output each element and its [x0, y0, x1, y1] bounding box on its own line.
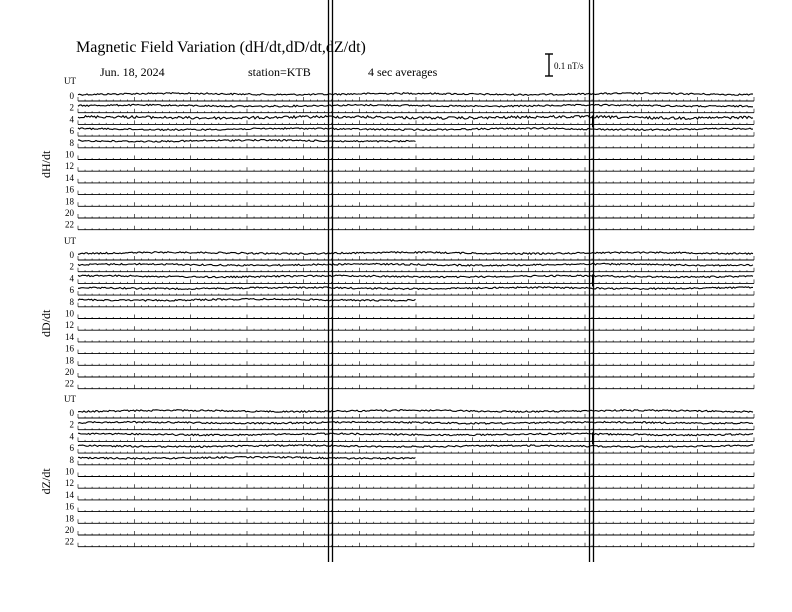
row-label: 10	[65, 466, 74, 477]
trace-row-2	[78, 421, 753, 424]
row-label: 6	[69, 285, 74, 296]
spike-lines	[329, 0, 594, 562]
trace-row-8	[78, 456, 416, 459]
scale-bar-label: 0.1 nT/s	[554, 61, 584, 71]
row-label: 0	[69, 408, 74, 418]
row-label: 14	[65, 331, 74, 342]
panel-1	[39, 236, 754, 389]
row-label: 16	[65, 343, 74, 354]
panel-axis-label: dH/dt	[39, 150, 53, 179]
row-label: 4	[69, 431, 74, 442]
trace-row-0	[78, 410, 753, 413]
trace-row-0	[78, 93, 753, 96]
row-label: 20	[65, 367, 74, 377]
trace-row-4	[78, 116, 753, 120]
row-label: 18	[65, 196, 74, 207]
row-label: 18	[65, 513, 74, 524]
scale-bar	[545, 54, 553, 76]
panel-2	[39, 394, 754, 547]
row-label: 0	[69, 91, 74, 101]
trace-row-4	[78, 433, 753, 436]
row-label: 8	[69, 137, 74, 148]
trace-row-6	[78, 128, 753, 131]
row-label: 10	[65, 149, 74, 160]
row-label: 22	[65, 219, 74, 230]
date-label: Jun. 18, 2024	[100, 65, 165, 79]
averaging-label: 4 sec averages	[368, 65, 438, 79]
panel-0	[39, 76, 754, 230]
row-label: 16	[65, 184, 74, 195]
trace-row-6	[78, 445, 753, 448]
row-label: 20	[65, 525, 74, 535]
row-label: 12	[65, 478, 74, 489]
row-label: 16	[65, 501, 74, 512]
station-label: station=KTB	[248, 65, 311, 79]
panel-axis-label: dD/dt	[39, 309, 53, 338]
trace-row-2	[78, 104, 753, 107]
row-label: 22	[65, 378, 74, 389]
row-label: 4	[69, 273, 74, 284]
row-label: 6	[69, 126, 74, 137]
row-label: 0	[69, 250, 74, 260]
trace-row-0	[78, 252, 753, 255]
row-label: 8	[69, 296, 74, 307]
row-label: 4	[69, 114, 74, 125]
trace-row-8	[78, 139, 416, 142]
ut-label: UT	[64, 236, 76, 246]
row-label: 18	[65, 355, 74, 366]
trace-row-6	[78, 287, 753, 290]
trace-row-4	[78, 275, 753, 278]
row-label: 2	[69, 102, 74, 113]
row-label: 6	[69, 443, 74, 454]
row-label: 22	[65, 536, 74, 547]
row-label: 20	[65, 208, 74, 218]
ut-label: UT	[64, 76, 76, 86]
row-label: 14	[65, 172, 74, 183]
row-label: 2	[69, 419, 74, 430]
row-label: 8	[69, 454, 74, 465]
ut-label: UT	[64, 394, 76, 404]
row-label: 10	[65, 308, 74, 319]
chart-title: Magnetic Field Variation (dH/dt,dD/dt,dZ/dt)	[76, 39, 366, 56]
trace-row-2	[78, 263, 753, 266]
panel-axis-label: dZ/dt	[39, 468, 53, 495]
row-label: 14	[65, 489, 74, 500]
row-label: 12	[65, 161, 74, 172]
trace-row-8	[78, 298, 416, 301]
row-label: 12	[65, 320, 74, 331]
panels	[39, 76, 754, 547]
row-label: 2	[69, 261, 74, 272]
